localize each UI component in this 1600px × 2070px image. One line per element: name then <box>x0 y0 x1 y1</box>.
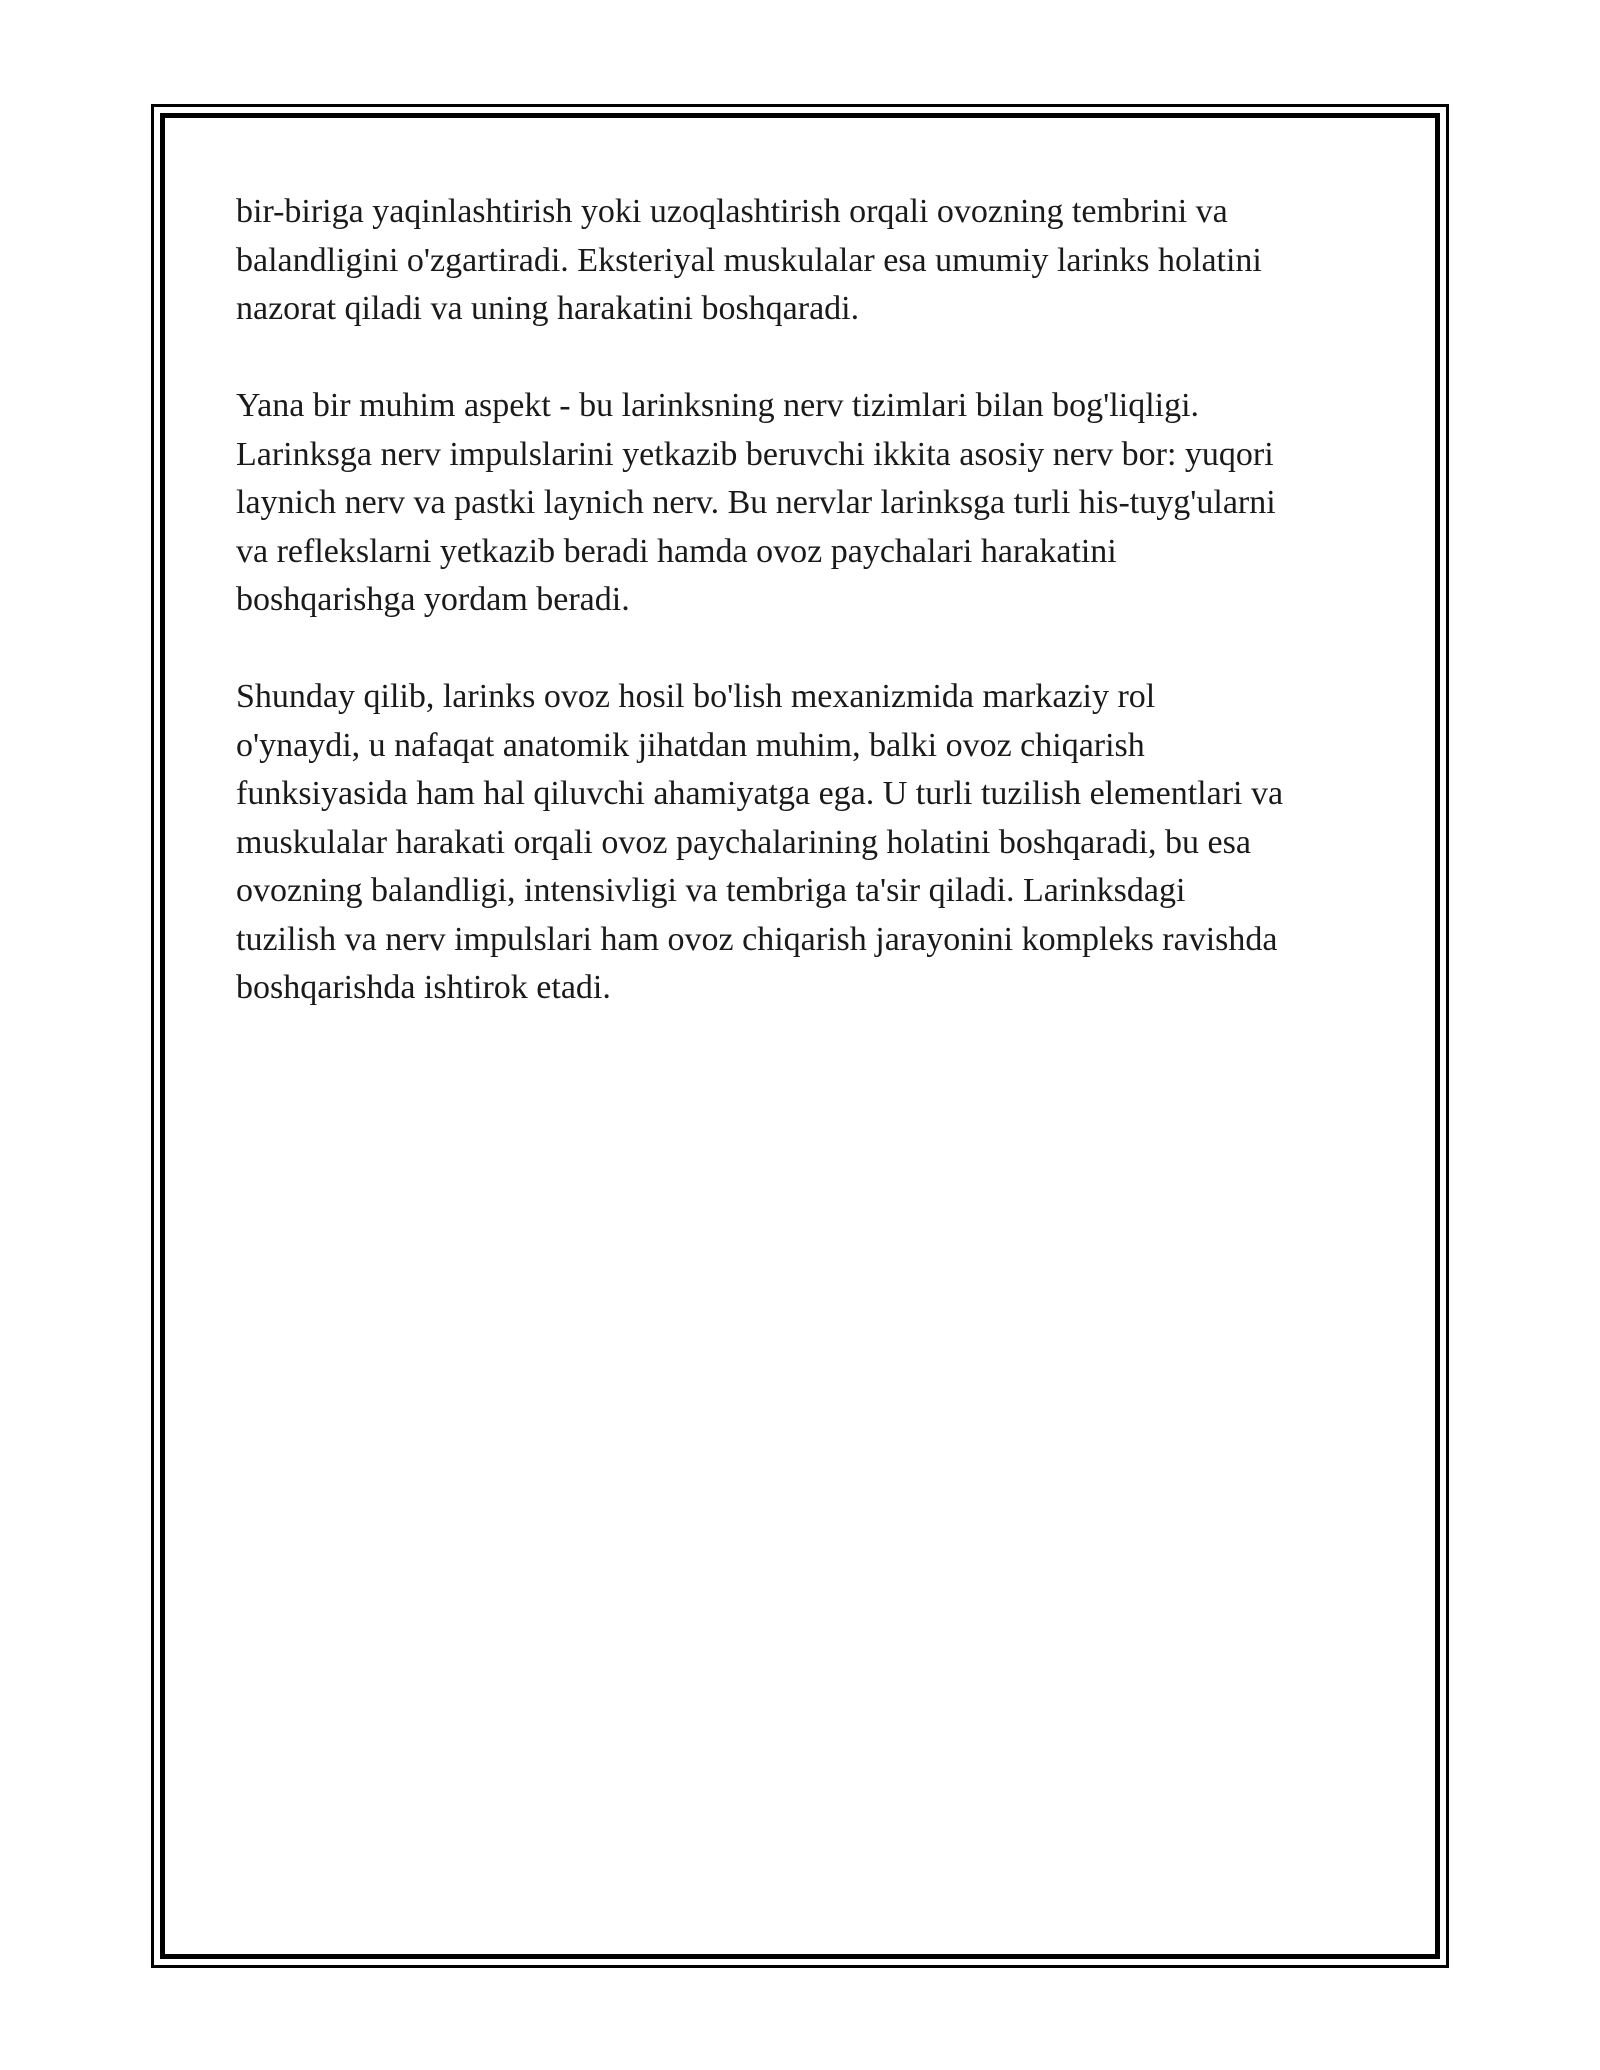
text-line: o'ynaydi, u nafaqat anatomik jihatdan muhim, balki ovoz chiqarish <box>236 726 1145 764</box>
text-line: ovozning balandligi, intensivligi va tembriga ta'sir qiladi. Larinksdagi <box>236 872 1186 909</box>
text-line: Larinksga nerv impulslarini yetkazib beruvchi ikkita asosiy nerv bor: yuqori <box>236 435 1274 473</box>
paragraph-1 <box>236 188 1376 334</box>
paragraph-3 <box>236 673 1376 1013</box>
text-line: Yana bir muhim aspekt - bu larinksning nerv tizimlari bilan bog'liqligi. <box>236 387 1200 424</box>
text-line: nazorat qiladi va uning harakatini boshqaradi. <box>236 290 860 327</box>
text-line: boshqarishda ishtirok etadi. <box>236 969 611 1006</box>
text-line: balandligini o'zgartiradi. Eksteriyal muskulalar esa umumiy larinks holatini <box>236 241 1262 279</box>
text-line: Shunday qilib, larinks ovoz hosil bo'lish mexanizmida markaziy rol <box>236 678 1156 715</box>
text-line: muskulalar harakati orqali ovoz paychalarining holatini boshqaradi, bu esa <box>236 823 1251 861</box>
text-line: va reflekslarni yetkazib beradi hamda ovoz paychalari harakatini <box>236 532 1117 570</box>
paragraph-2 <box>236 382 1376 625</box>
text-line: boshqarishga yordam beradi. <box>236 581 630 618</box>
text-line: funksiyasida ham hal qiluvchi ahamiyatga ega. U turli tuzilish elementlari va <box>236 775 1284 812</box>
text-line: tuzilish va nerv impulslari ham ovoz chiqarish jarayonini kompleks ravishda <box>236 920 1278 958</box>
text-line: laynich nerv va pastki laynich nerv. Bu nervlar larinksga turli his-tuyg'ularni <box>236 484 1276 521</box>
text-line: bir-biriga yaqinlashtirish yoki uzoqlashtirish orqali ovozning tembrini va <box>236 193 1228 230</box>
document-body <box>236 188 1376 1061</box>
